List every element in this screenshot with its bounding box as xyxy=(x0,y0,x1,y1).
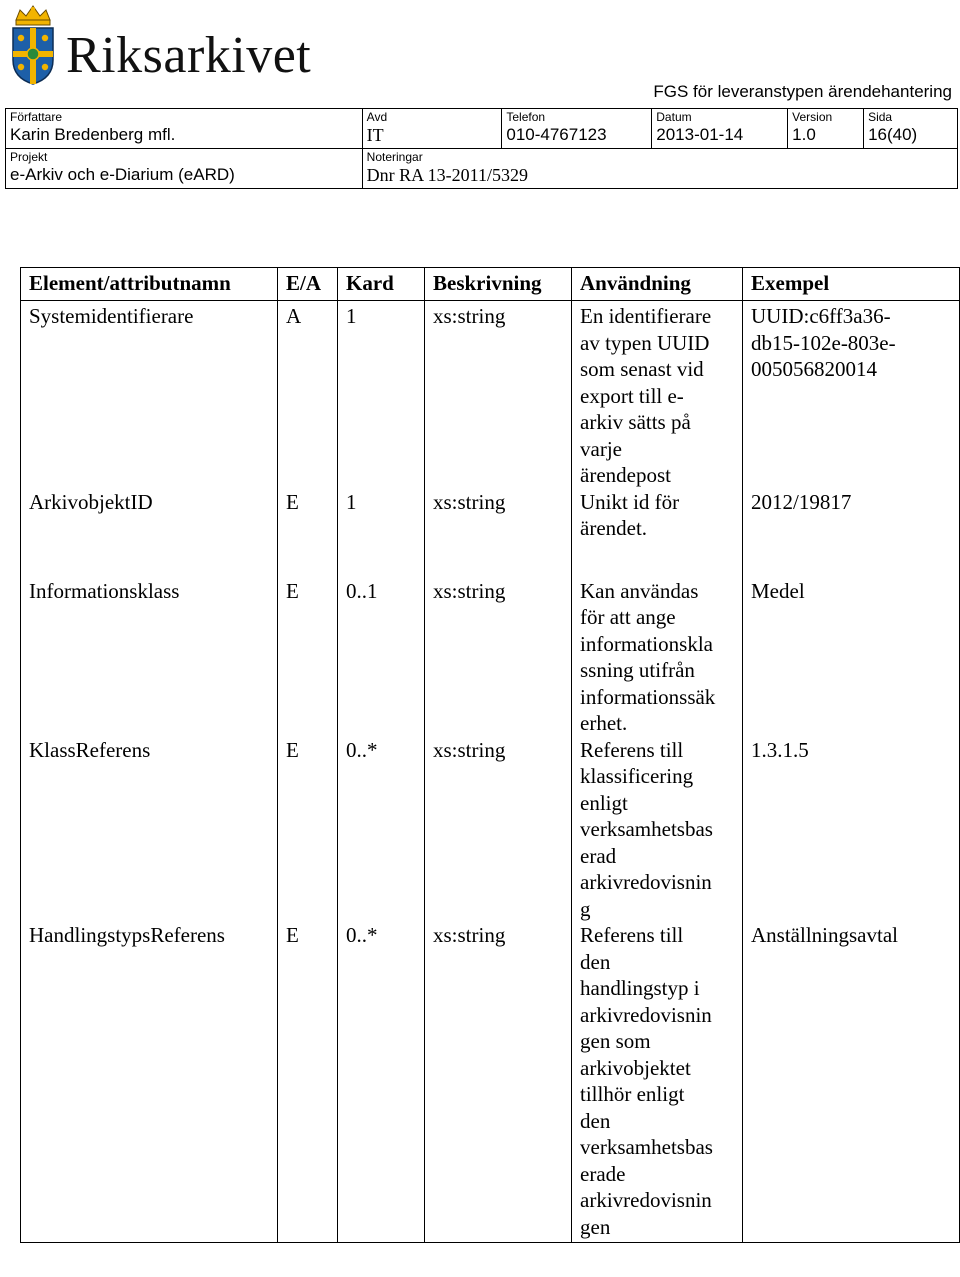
usage-line: enligt xyxy=(580,790,628,815)
usage-line: av typen UUID xyxy=(580,330,710,355)
spacer-cell xyxy=(338,542,425,578)
description-cell: xs:string xyxy=(425,489,572,542)
element-name-cell: KlassReferens xyxy=(21,737,278,923)
example-line: Medel xyxy=(751,578,805,603)
example-cell xyxy=(743,578,960,737)
example-cell xyxy=(743,489,960,542)
ea-cell: E xyxy=(278,489,338,542)
column-header: Beskrivning xyxy=(425,268,572,301)
description-cell: xs:string xyxy=(425,301,572,489)
description-cell: xs:string xyxy=(425,922,572,1243)
riksarkivet-logo xyxy=(8,4,58,86)
usage-line: En identifierare xyxy=(580,304,712,328)
usage-line: ärendet. xyxy=(580,516,648,540)
spacer-cell xyxy=(425,542,572,578)
element-name-cell: HandlingstypsReferens xyxy=(21,922,278,1243)
document-title: FGS för leveranstypen ärendehantering xyxy=(653,82,952,101)
notes-cell xyxy=(362,149,957,189)
ea-cell: A xyxy=(278,301,338,489)
ea-cell: E xyxy=(278,922,338,1243)
page-cell xyxy=(864,109,958,149)
example-line: 1.3.1.5 xyxy=(751,737,809,762)
kard-cell: 0..* xyxy=(338,922,425,1243)
description-cell: xs:string xyxy=(425,737,572,923)
date-cell xyxy=(652,109,788,149)
usage-line: arkivredovisnin xyxy=(580,1188,712,1212)
phone-label: Telefon xyxy=(506,110,546,124)
element-name-cell: Systemidentifierare xyxy=(21,301,278,489)
description-cell: xs:string xyxy=(425,578,572,737)
column-header: Kard xyxy=(338,268,425,301)
page-label: Sida xyxy=(868,110,893,124)
spacer-cell xyxy=(572,542,743,578)
table-header-row xyxy=(21,268,960,301)
table-row xyxy=(21,922,960,1243)
project-cell xyxy=(6,149,363,189)
usage-line: arkivredovisnin xyxy=(580,870,712,894)
page-value: 16(40) xyxy=(868,125,918,144)
usage-line: Referens till xyxy=(580,737,684,762)
usage-line: erhet. xyxy=(580,711,628,735)
example-line: 005056820014 xyxy=(751,357,877,381)
notes-label: Noteringar xyxy=(366,150,423,164)
spacer-cell xyxy=(21,542,278,578)
usage-line: klassificering xyxy=(580,764,694,788)
table-row xyxy=(21,578,960,737)
column-header: E/A xyxy=(278,268,338,301)
usage-line: tillhör enligt xyxy=(580,1082,685,1106)
author-label: Författare xyxy=(10,110,63,124)
ea-cell: E xyxy=(278,578,338,737)
kard-cell: 0..1 xyxy=(338,578,425,737)
usage-line: arkivobjektet xyxy=(580,1055,691,1080)
usage-line: informationssäk xyxy=(580,684,716,709)
project-value: e-Arkiv och e-Diarium (eARD) xyxy=(10,165,235,184)
kard-cell: 0..* xyxy=(338,737,425,923)
usage-line: gen som xyxy=(580,1029,651,1053)
notes-value: Dnr RA 13-2011/5329 xyxy=(366,165,529,185)
usage-line: g xyxy=(580,896,591,921)
author-value: Karin Bredenberg mfl. xyxy=(10,125,176,144)
usage-line: för att ange xyxy=(580,605,676,629)
usage-line: Unikt id för xyxy=(580,489,680,514)
example-cell xyxy=(743,737,960,923)
column-header: Element/attributnamn xyxy=(21,268,278,301)
ea-cell: E xyxy=(278,737,338,923)
usage-cell xyxy=(572,578,743,737)
phone-cell xyxy=(502,109,652,149)
example-line: db15-102e-803e- xyxy=(751,330,896,355)
version-value: 1.0 xyxy=(792,125,816,144)
document-metadata xyxy=(5,108,958,189)
usage-cell xyxy=(572,922,743,1243)
date-value: 2013-01-14 xyxy=(656,125,744,144)
dept-label: Avd xyxy=(366,110,388,124)
usage-line: Kan användas xyxy=(580,578,699,603)
usage-line: handlingstyp i xyxy=(580,976,700,1000)
usage-cell xyxy=(572,489,743,542)
author-cell xyxy=(6,109,363,149)
kard-cell: 1 xyxy=(338,489,425,542)
usage-line: erade xyxy=(580,1161,626,1186)
usage-line: den xyxy=(580,949,611,974)
usage-line: verksamhetsbas xyxy=(580,817,713,841)
spacer-cell xyxy=(278,542,338,578)
project-label: Projekt xyxy=(10,150,48,164)
kard-cell: 1 xyxy=(338,301,425,489)
usage-line: Referens till xyxy=(580,923,684,947)
version-label: Version xyxy=(792,110,833,124)
usage-line: informationskla xyxy=(580,631,713,656)
dept-cell xyxy=(362,109,502,149)
usage-line: som senast vid xyxy=(580,357,704,381)
element-name-cell: Informationsklass xyxy=(21,578,278,737)
column-header: Exempel xyxy=(743,268,960,301)
table-row xyxy=(21,301,960,489)
spacer-cell xyxy=(743,542,960,578)
spacer-row xyxy=(21,542,960,578)
usage-line: export till e- xyxy=(580,383,684,408)
usage-line: arkiv sätts på xyxy=(580,410,691,434)
example-line: Anställningsavtal xyxy=(751,923,898,947)
table-row xyxy=(21,489,960,542)
usage-line: ssning utifrån xyxy=(580,658,695,682)
phone-value: 010-4767123 xyxy=(506,125,607,144)
dept-value: IT xyxy=(366,125,384,145)
usage-line: arkivredovisnin xyxy=(580,1002,712,1027)
usage-line: erad xyxy=(580,843,617,868)
table-row xyxy=(21,737,960,923)
usage-line: verksamhetsbas xyxy=(580,1135,713,1159)
column-header: Användning xyxy=(572,268,743,301)
usage-line: varje xyxy=(580,436,622,461)
example-cell xyxy=(743,922,960,1243)
brand-name: Riksarkivet xyxy=(66,27,312,84)
usage-line: ärendepost xyxy=(580,463,671,487)
date-label: Datum xyxy=(656,110,692,124)
usage-line: den xyxy=(580,1108,611,1133)
version-cell xyxy=(788,109,864,149)
example-line: UUID:c6ff3a36- xyxy=(751,304,891,328)
usage-line: gen xyxy=(580,1214,611,1239)
element-name-cell: ArkivobjektID xyxy=(21,489,278,542)
example-cell xyxy=(743,301,960,489)
example-line: 2012/19817 xyxy=(751,489,852,514)
element-attribute-table xyxy=(20,267,960,1243)
usage-cell xyxy=(572,301,743,489)
usage-cell xyxy=(572,737,743,923)
